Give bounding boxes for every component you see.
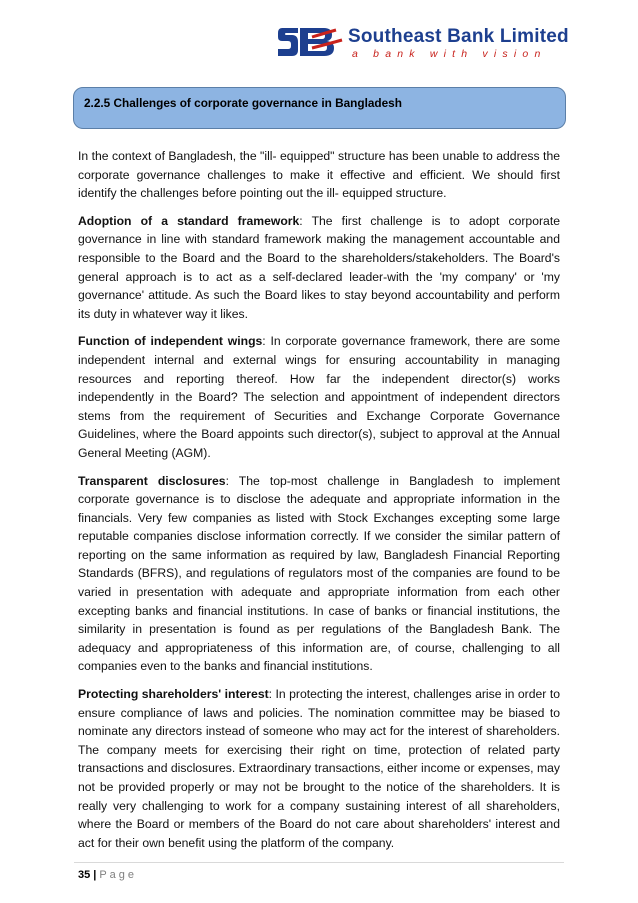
document-body bbox=[78, 147, 560, 852]
bank-tagline: a bank with vision bbox=[352, 48, 547, 60]
footer-divider bbox=[74, 862, 564, 863]
intro-paragraph bbox=[78, 147, 560, 203]
paragraph-heading: Adoption of a standard framework bbox=[78, 213, 300, 228]
paragraph-protecting-shareholders bbox=[78, 685, 560, 852]
paragraph-heading: Protecting shareholders' interest bbox=[78, 687, 269, 702]
section-title: 2.2.5 Challenges of corporate governance in Bangladesh bbox=[84, 96, 402, 110]
paragraph-text: In the context of Bangladesh, the "ill- equipped" structure has been unable to address the corporate governance challenges to make it effective and efficient. We should first identify the challenges before pointing out the ill- equipped structure. bbox=[78, 149, 560, 201]
page-separator: | bbox=[93, 869, 97, 881]
paragraph-text: : The top-most challenge in Bangladesh to implement corporate governance is to disclose the adequate and appropriate information in the financials. Very few companies as listed with Stock Exchanges excepting some large reputable companies disclose information correctly. If we consider the similar pattern of reporting on the same information as required by law, Bangladesh Financial Reporting Standards (BFRS), and regulations of regulators most of the companies are found to be varied in presentation with adequate and appropriate information from each other excepting banks and financial institutions. In case of banks or financial institutions, the similarity in presentation is found as per regulations of the Bangladesh Bank. The adequacy and appropriateness of this information are, of course, challenging to all companies even to the banks and financial institutions. bbox=[78, 473, 560, 674]
paragraph-standard-framework bbox=[78, 212, 560, 324]
paragraph-text: : The first challenge is to adopt corporate governance in line with standard framework making the management accountable and responsible to the Board and the Board to the shareholders/stakeholders. The Board's general approach is to act as a self-declared leader-with the 'my company' or 'my governance' attitude. As such the Board likes to stay beyond accountability and perform its duty in whatever way it likes. bbox=[78, 213, 560, 321]
bank-name: Southeast Bank Limited bbox=[348, 26, 569, 47]
page-footer bbox=[78, 869, 137, 881]
paragraph-heading: Function of independent wings bbox=[78, 334, 263, 349]
paragraph-independent-wings bbox=[78, 332, 560, 462]
section-heading-box bbox=[73, 87, 566, 129]
paragraph-text: : In protecting the interest, challenges arise in order to ensure compliance of laws and policies. The nomination committee may be biased to nominate any directors instead of someone who may act for the interest of shareholders. The company meets for exercising their right on time, protection of related party transactions and disclosures. Extraordinary transactions, either income or expenses, may not be provided properly or may not be brought to the notice of the shareholders. It is really very challenging to work for a company sustaining interest of all shareholders, where the Board or members of the Board do not care about shareholders' interest and act for their own benefit using the platform of the company. bbox=[78, 687, 560, 850]
page-label: Page bbox=[99, 869, 138, 881]
paragraph-transparent-disclosures bbox=[78, 472, 560, 677]
paragraph-heading: Transparent disclosures bbox=[78, 473, 226, 488]
paragraph-text: : In corporate governance framework, there are some independent internal and external wings for ensuring accountability in managing resources and reporting thereof. How far the independent director(s) works independently in the Board? The selection and appointment of independent directors stems from the requirement of Securities and Exchange Corporate Governance Guidelines, where the Board appoints such director(s), subject to approval at the Annual General Meeting (AGM). bbox=[78, 334, 560, 460]
bank-logo bbox=[278, 24, 632, 64]
page-number: 35 bbox=[78, 869, 91, 881]
sb-monogram-logo-icon bbox=[278, 26, 344, 58]
